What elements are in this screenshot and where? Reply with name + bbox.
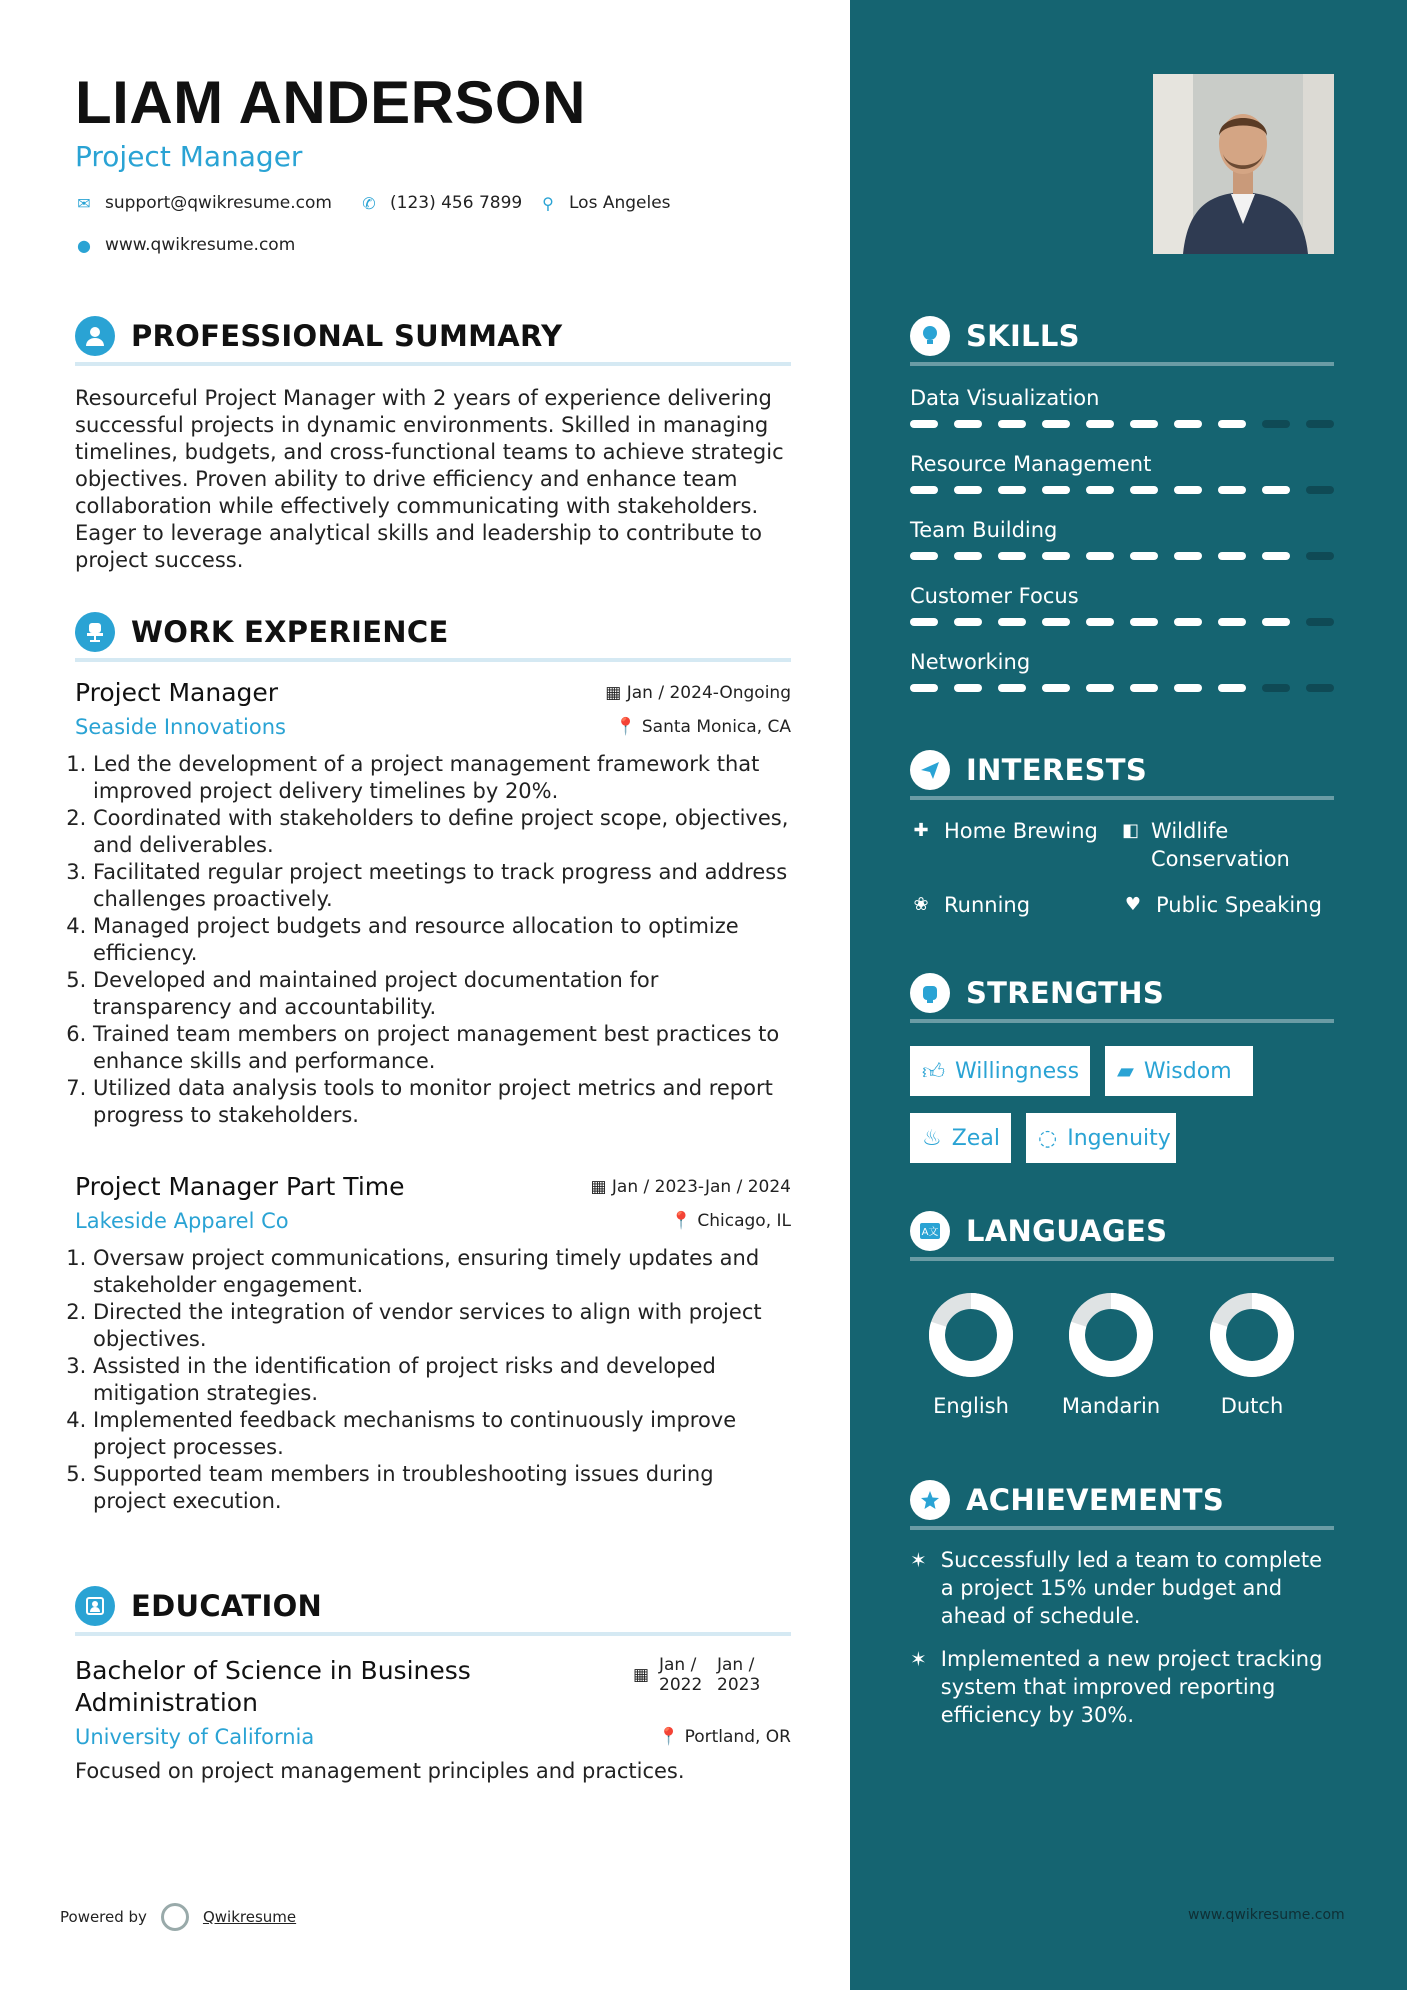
skill-dash [1174, 618, 1202, 626]
heartbeat-icon: ♥ [1124, 894, 1142, 915]
job-bullets [65, 1245, 791, 1515]
job-date [605, 683, 791, 703]
achievement-item [910, 1645, 1334, 1729]
skill-dash [1130, 486, 1158, 494]
language-name: Dutch [1220, 1394, 1284, 1418]
education-entry [75, 1655, 791, 1783]
skill-dash [1262, 552, 1290, 560]
interest-item [910, 817, 1098, 845]
skill-dash [910, 684, 938, 692]
language-item [1046, 1290, 1176, 1418]
job-location-text: Santa Monica, CA [641, 717, 791, 737]
thumbs-up-icon: 👍︎ [922, 1059, 945, 1085]
achievement-item [910, 1546, 1334, 1630]
pin-icon: 📍 [615, 717, 642, 737]
achievement-text: Successfully led a team to complete a project 15% under budget and ahead of schedule. [940, 1548, 1323, 1628]
svg-text:A文: A文 [921, 1227, 939, 1238]
skill-item [910, 452, 1334, 494]
skill-name: Networking [910, 650, 1031, 674]
education-date-start: Jan / 2022 [659, 1655, 703, 1695]
interest-item [1122, 891, 1322, 919]
skill-dash [954, 420, 982, 428]
qwikresume-logo-icon [161, 1903, 189, 1931]
strength-label: Ingenuity [1067, 1125, 1171, 1151]
powered-by-text: Powered by [60, 1908, 147, 1926]
lightbulb-icon: ◌ [1038, 1125, 1058, 1151]
skill-dash [1262, 684, 1290, 692]
languages-heading [910, 1205, 1334, 1261]
pin-icon: 📍 [670, 1211, 698, 1231]
language-donut [1066, 1290, 1156, 1380]
user-icon [75, 316, 115, 356]
skill-dash [1262, 618, 1290, 626]
skill-level [910, 420, 1334, 428]
fire-icon: ♨ [922, 1125, 942, 1151]
achievements-heading [910, 1474, 1334, 1530]
skill-dash [998, 420, 1026, 428]
skill-level [910, 684, 1334, 692]
education-location [658, 1727, 791, 1747]
skill-dash [1306, 618, 1334, 626]
skill-dash [1218, 552, 1246, 560]
strengths-heading [910, 967, 1334, 1023]
skill-name: Resource Management [910, 452, 1152, 476]
education-heading-label: EDUCATION [131, 1589, 323, 1623]
globe-icon: ● [77, 235, 91, 255]
calendar-icon: ▦ [605, 682, 627, 703]
job-entry [75, 678, 791, 1129]
language-donut [926, 1290, 1016, 1380]
list-item: 7. Utilized data analysis tools to monitor project metrics and report progress to stakeholders. [93, 1075, 791, 1129]
interest-label: Home Brewing [944, 819, 1098, 843]
summary-heading [75, 310, 791, 366]
language-item [906, 1290, 1036, 1418]
achievements-heading-label: ACHIEVEMENTS [966, 1483, 1225, 1517]
summary-heading-label: PROFESSIONAL SUMMARY [131, 319, 563, 353]
skill-dash [1306, 552, 1334, 560]
skill-dash [1130, 684, 1158, 692]
contact-phone[interactable] [360, 193, 522, 213]
education-date-end: Jan / 2023 [717, 1655, 761, 1695]
skill-dash [1130, 552, 1158, 560]
list-item: 6. Trained team members on project management best practices to enhance skills and performance. [93, 1021, 791, 1075]
skill-dash [910, 618, 938, 626]
skill-dash [1042, 486, 1070, 494]
skill-dash [1086, 552, 1114, 560]
skill-dash [1042, 684, 1070, 692]
interest-label: Running [944, 893, 1031, 917]
brand-link[interactable]: Qwikresume [202, 1908, 297, 1926]
skill-item [910, 386, 1334, 428]
interest-item [1122, 817, 1322, 873]
achievement-text: Implemented a new project tracking system that improved reporting efficiency by 30%. [940, 1647, 1323, 1727]
summary-text: Resourceful Project Manager with 2 years of experience delivering successful projects in dynamic environments. Skilled in managing timelines, budgets, and cross-functional teams to achieve strategic objectives. Proven ability to drive efficiency and enhance team collaboration while effectively communicating with stakeholders. Eager to leverage analytical skills and leadership to contribute to project success. [75, 386, 784, 572]
skill-dash [1086, 486, 1114, 494]
candidate-name: LIAM ANDERSON [75, 69, 586, 136]
skill-dash [1218, 420, 1246, 428]
graduation-icon [75, 1586, 115, 1626]
website-text: www.qwikresume.com [105, 235, 296, 255]
skill-name: Team Building [910, 518, 1058, 542]
skill-dash [1218, 684, 1246, 692]
skills-heading-label: SKILLS [966, 319, 1080, 353]
email-text: support@qwikresume.com [105, 193, 332, 213]
skill-dash [1306, 486, 1334, 494]
skill-item [910, 650, 1334, 692]
job-location [671, 1211, 791, 1231]
skill-item [910, 518, 1334, 560]
job-location-text: Chicago, IL [697, 1211, 791, 1231]
candidate-title: Project Manager [75, 140, 303, 173]
experience-heading-label: WORK EXPERIENCE [131, 615, 449, 649]
education-description: Focused on project management principles and practices. [75, 1759, 685, 1783]
skill-level [910, 552, 1334, 560]
language-donut [1207, 1290, 1297, 1380]
strength-tag [1105, 1046, 1253, 1096]
skill-dash [1086, 618, 1114, 626]
skill-dash [1218, 486, 1246, 494]
skill-dash [1042, 552, 1070, 560]
skill-dash [954, 552, 982, 560]
school-name: University of California [75, 1725, 315, 1749]
job-company: Lakeside Apparel Co [75, 1209, 289, 1233]
location-text: Los Angeles [569, 193, 671, 213]
skill-dash [1306, 684, 1334, 692]
strengths-heading-label: STRENGTHS [966, 976, 1165, 1010]
pin-icon: 📍 [658, 1727, 685, 1747]
skill-dash [1262, 420, 1290, 428]
skill-dash [954, 684, 982, 692]
list-item: 2. Directed the integration of vendor services to align with project objectives. [93, 1299, 791, 1353]
skill-dash [998, 552, 1026, 560]
fist-icon [910, 973, 950, 1013]
list-item: 1. Led the development of a project management framework that improved project delivery timelines by 20%. [93, 751, 791, 805]
calendar-icon: ▦ [632, 1665, 649, 1685]
list-item: 4. Implemented feedback mechanisms to continuously improve project processes. [93, 1407, 791, 1461]
interests-heading-label: INTERESTS [966, 753, 1148, 787]
job-location [615, 717, 791, 737]
experience-heading [75, 606, 791, 662]
skills-heading [910, 310, 1334, 366]
star-icon [910, 1480, 950, 1520]
language-name: Mandarin [1061, 1394, 1161, 1418]
puzzle-icon: ✚ [913, 820, 929, 841]
phone-text: (123) 456 7899 [390, 193, 523, 213]
language-item [1187, 1290, 1317, 1418]
degree-name: Bachelor of Science in Business Administration [75, 1656, 471, 1717]
language-icon [910, 1211, 950, 1251]
skill-dash [1086, 684, 1114, 692]
skill-dash [998, 684, 1026, 692]
chair-icon [75, 612, 115, 652]
skill-level [910, 618, 1334, 626]
footer-site[interactable]: www.qwikresume.com [1188, 1907, 1345, 1923]
interest-item [910, 891, 1030, 919]
skill-dash [1174, 552, 1202, 560]
footer-powered [60, 1903, 296, 1931]
skill-dash [1174, 684, 1202, 692]
list-item: 5. Supported team members in troubleshooting issues during project execution. [93, 1461, 791, 1515]
job-date [590, 1177, 791, 1197]
skill-dash [1218, 618, 1246, 626]
strength-tag [910, 1046, 1090, 1096]
job-role: Project Manager [75, 678, 279, 707]
education-date [633, 1655, 765, 1695]
skill-dash [910, 420, 938, 428]
job-bullets [65, 751, 791, 1129]
book-icon: ▰ [1117, 1058, 1134, 1084]
job-role: Project Manager Part Time [75, 1172, 405, 1201]
paw-icon: ❀ [913, 894, 929, 915]
education-heading [75, 1580, 791, 1636]
list-item: 3. Assisted in the identification of project risks and developed mitigation strategies. [93, 1353, 791, 1407]
skill-dash [910, 486, 938, 494]
skill-dash [1042, 420, 1070, 428]
strength-tag [1026, 1113, 1176, 1163]
skill-dash [910, 552, 938, 560]
shooting-star-icon: ✶ [910, 1647, 927, 1671]
lightbulb-icon [910, 316, 950, 356]
education-location-text: Portland, OR [684, 1727, 791, 1747]
interest-label: Wildlife Conservation [1151, 819, 1290, 871]
skill-dash [954, 618, 982, 626]
skill-dash [1174, 420, 1202, 428]
job-company: Seaside Innovations [75, 715, 286, 739]
list-item: 4. Managed project budgets and resource allocation to optimize efficiency. [93, 913, 791, 967]
interest-label: Public Speaking [1156, 893, 1322, 917]
map-pin-icon: ⚲ [542, 193, 554, 213]
strength-tag [910, 1113, 1011, 1163]
list-item: 2. Coordinated with stakeholders to define project scope, objectives, and deliverables. [93, 805, 791, 859]
contact-website[interactable] [75, 235, 295, 255]
contact-location [539, 193, 671, 213]
paper-plane-icon [910, 750, 950, 790]
skill-dash [998, 618, 1026, 626]
skill-item [910, 584, 1334, 626]
skill-level [910, 486, 1334, 494]
job-date-text: Jan / 2024-Ongoing [626, 682, 791, 703]
job-entry [75, 1172, 791, 1515]
language-name: English [933, 1394, 1009, 1418]
skill-dash [1174, 486, 1202, 494]
skill-dash [1306, 420, 1334, 428]
strength-label: Willingness [955, 1058, 1080, 1084]
skill-dash [1262, 486, 1290, 494]
envelope-icon: ✉ [77, 193, 91, 213]
skill-dash [1130, 420, 1158, 428]
skill-dash [954, 486, 982, 494]
list-item: 5. Developed and maintained project documentation for transparency and accountability. [93, 967, 791, 1021]
skill-dash [1130, 618, 1158, 626]
skill-dash [1042, 618, 1070, 626]
contact-email[interactable] [75, 193, 332, 213]
languages-heading-label: LANGUAGES [966, 1214, 1168, 1248]
job-date-text: Jan / 2023-Jan / 2024 [611, 1176, 791, 1197]
list-item: 1. Oversaw project communications, ensuring timely updates and stakeholder engagement. [93, 1245, 791, 1299]
strength-label: Zeal [951, 1125, 1000, 1151]
skill-dash [1086, 420, 1114, 428]
shooting-star-icon: ✶ [910, 1548, 927, 1572]
strength-label: Wisdom [1143, 1058, 1232, 1084]
map-icon: ◧ [1122, 820, 1140, 841]
interests-heading [910, 744, 1334, 800]
profile-photo [1153, 74, 1334, 254]
calendar-icon: ▦ [590, 1176, 612, 1197]
skill-name: Data Visualization [910, 386, 1100, 410]
skill-dash [998, 486, 1026, 494]
skill-name: Customer Focus [910, 584, 1079, 608]
phone-icon: ✆ [362, 193, 376, 213]
list-item: 3. Facilitated regular project meetings to track progress and address challenges proactively. [93, 859, 791, 913]
